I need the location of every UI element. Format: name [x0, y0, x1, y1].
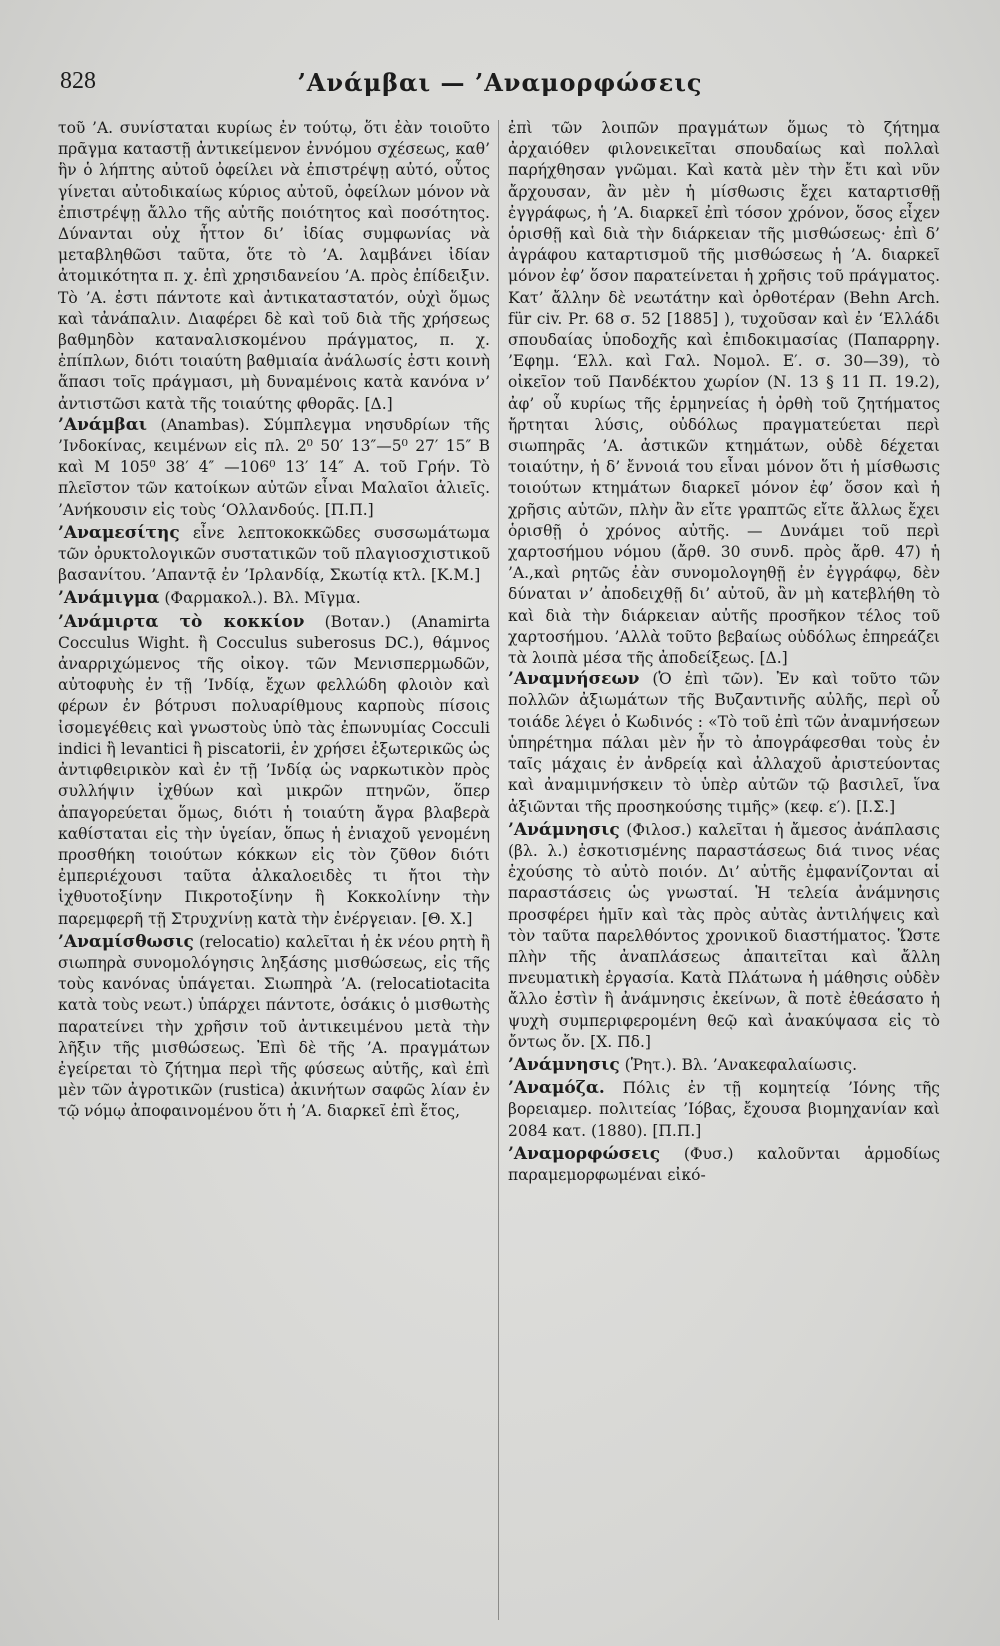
entry-body: (Ὁ ἐπὶ τῶν). Ἐν καὶ τοῦτο τῶν πολλῶν ἀξιωμάτων τῆς Βυζαντινῆς αὐλῆς, περὶ οὗ τοιάδε λέγει ὁ Κωδινός : «Τὸ τοῦ ἐπὶ τῶν ἀναμνήσεων ὑπηρέτημα πάλαι μὲν ἦν τὸ ἀπογράφεσθαι τοὺς ἐν ταῖς μάχαις ἐν ἀνδρείᾳ καὶ ἀλλαχοῦ ἀριστεύοντας καὶ ἀναμιμνήσκειν τὸ ὑπὲρ αὐτῶν τῷ βασιλεῖ, ἵνα ἀξιῶνται τῆς προσηκούσης τιμῆς» (κεφ. ε′). [Ι.Σ.] [508, 670, 940, 816]
entry-headword: ’Αναμνήσεων [508, 669, 640, 690]
column-divider [498, 120, 499, 1620]
entry-body: (Anambas). Σύμπλεγμα νησυδρίων τῆς ’Ινδοκίνας, κειμένων εἰς πλ. 2⁰ 50′ 13″—5⁰ 27′ 15″ B καὶ M 105⁰ 38′ 4″ —106⁰ 13′ 14″ A. τοῦ Γρήν. Τὸ πλεῖστον τῶν κατοίκων αὐτῶν εἶναι Μαλαῖοι ἁλιεῖς. ’Ανήκουσιν εἰς τοὺς ‘Ολλανδούς. [Π.Π.] [58, 415, 490, 519]
page-number: 828 [60, 68, 96, 94]
dictionary-entry [508, 1144, 940, 1186]
entry-body: εἶνε λεπτοκοκκῶδες συσσωμάτωμα τῶν ὀρυκτολογικῶν συστατικῶν τοῦ πλαγιοσχιστικοῦ βασανίτου. ’Απαντᾷ ἐν ’Ιρλανδίᾳ, Σκωτίᾳ κτλ. [Κ.Μ.] [58, 523, 490, 585]
entry-headword: ’Ανάμιγμα [58, 588, 160, 609]
entry-body: (Βοταν.) (Anamirta Cocculus Wight. ἢ Cocculus suberosus DC.), θάμνος ἀναρριχώμενος τῆς οἰκογ. τῶν Μενισπερμωδῶν, αὐτοφυὴς ἐν τῇ ’Ινδίᾳ, ἔχων φελλώδη φλοιὸν καὶ φέρων ἐν βότρυσι πολυαρίθμους καρποὺς πίσοις ἰσομεγέθεις καὶ γνωστοὺς ὑπὸ τὰς ἐπωνυμίας Cocculi indici ἢ levantici ἢ piscatorii, ἐν χρήσει ἐξωτερικῶς ὡς ἀντιφθειρικὸν καὶ ἐν τῇ ’Ινδίᾳ ὡς ναρκωτικὸν πρὸς συλλήψιν ἰχθύων καὶ μικρῶν πτηνῶν, ὅπερ ἀπαγορεύεται ὅμως, διότι ἡ τοιαύτη ἄγρα βλαβερὰ καθίσταται εἰς τὴν ὑγείαν, ὅπως ἡ ἐνιαχοῦ γενομένη προσθήκη τοιούτων κόκκων εἰς τὸν ζῦθον διότι ἐμπεριέχουσι ταῦτα ἀλκαλοειδὲς τι ἤτοι τὴν ἰχθυοτοξίνην Πικροτοξίνην ἢ Κοκκολίνην τὴν παρεμφερῆ τῇ Στρυχνίνῃ κατὰ τὴν ἐνέργειαν. [Θ. Χ.] [58, 612, 490, 928]
dictionary-entry [58, 415, 490, 521]
dictionary-entry [58, 932, 490, 1123]
page-header [60, 68, 940, 108]
entry-body: (relocatio) καλεῖται ἡ ἐκ νέου ρητὴ ἢ σιωπηρὰ συνομολόγησις ληξάσης μισθώσεως, εἰς τῆς τοὺς κανόνας ὑπάγεται. Σιωπηρὰ ’Α. (relocatiotacita κατὰ τοὺς νεωτ.) ὑπάρχει πάντοτε, ὁσάκις ὁ μισθωτὴς παρατείνει τὴν χρῆσιν τοῦ ἀντικειμένου μετὰ τὴν λῆξιν τῆς μισθώσεως. Ἐπὶ δὲ τῆς ’Α. πραγμάτων ἐγείρεται τὸ ζήτημα περὶ τῆς φύσεως αὐτῆς, καὶ ἐπὶ μὲν τῶν ἀγροτικῶν (rustica) ἀκινήτων σαφῶς λίαν ἐν τῷ νόμῳ ἀποφαινομένου ὅτι ἡ ’Α. διαρκεῖ ἐπὶ ἔτος, [58, 932, 490, 1121]
dictionary-entry [508, 820, 940, 1053]
continuation-text: τοῦ ’Α. συνίσταται κυρίως ἐν τούτῳ, ὅτι ἐὰν τοιοῦτο πρᾶγμα καταστῇ ἀντικείμενον ἐννόμου σχέσεως, καθ’ ἣν ὁ λήπτης αὐτοῦ ὀφείλει νὰ ἐπιστρέψῃ αὐτό, οὗτος γίνεται αὐτοδικαίως κύριος αὐτοῦ, ὀφείλων μόνον νὰ ἐπιστρέψῃ ἄλλο τῆς αὐτῆς ποιότητος καὶ ποσότητος. Δύνανται οὐχ ἧττον δι’ ἰδίας συμφωνίας νὰ μεταβληθῶσι ταῦτα, ὅτε τὸ ’Α. λαμβάνει ἰδίαν ἀτομικότητα π. χ. ἐπὶ χρησιδανείου ’Α. πρὸς ἐπίδειξιν. Τὸ ’Α. ἐστι πάντοτε καὶ ἀντικαταστατόν, οὐχὶ ὅμως καὶ τἀνάπαλιν. Διαφέρει δὲ καὶ τοῦ διὰ τῆς χρήσεως βαθμηδὸν καταναλισκομένου πράγματος, π. χ. ἐπίπλων, διότι τοιαύτη βαθμιαία ἀνάλωσίς ἐστι κοινὴ ἅπασι τοῖς πράγμασι, μὴ δυναμένοις κατὰ κανόνα ν’ ἀντιστῶσι κατὰ τῆς τοιαύτης φθορᾶς. [Δ.] [58, 119, 490, 413]
dictionary-entry [508, 669, 940, 817]
dictionary-entry [508, 1055, 940, 1076]
entry-body: (Φαρμακολ.). Βλ. Μῖγμα. [164, 589, 361, 608]
entry-body: Πόλις ἐν τῇ κομητείᾳ ’Ιόνης τῆς βορειαμερ. πολιτείας ’Ιόβας, ἔχουσα βιομηχανίαν καὶ 2084 κατ. (1880). [Π.Π.] [508, 1079, 940, 1140]
entry-headword: ’Αναμεσίτης [58, 522, 180, 543]
entry-body: (Ῥητ.). Βλ. ’Ανακεφαλαίωσις. [624, 1055, 858, 1074]
entry-body: (Φιλοσ.) καλεῖται ἡ ἄμεσος ἀνάπλασις (βλ. λ.) ἐσκοτισμένης παραστάσεως διά τινος νέας ἐχούσης τὸ αὐτὸ ποιόν. Δι’ αὐτῆς ἐμφανίζονται αἱ παραστάσεις ὡς γνωσταί. Ἡ τελεία ἀνάμνησις προσφέρει ἡμῖν καὶ τὰς πρὸς αὐτὰς ἀντιλήψεις καὶ τὸν ταῦτα παρελθόντος χρονικοῦ διαστήματος. Ὥστε πλὴν τῆς ἀναπλάσεως ἀπαιτεῖται καὶ ἄλλη πνευματικὴ ἐργασία. Κατὰ Πλάτωνα ἡ μάθησις οὐδὲν ἄλλο ἐστὶν ἢ ἀνάμνησις ἐκείνων, ἃ ποτὲ ἐθεάσατο ἡ ψυχὴ συμπεριφερομένη θεῷ καὶ ἀνακύψασα εἰς τὸ ὄντως ὄν. [Χ. Πδ.] [508, 820, 940, 1051]
dictionary-entry [58, 612, 490, 930]
entry-headword: ’Αναμορφώσεις [508, 1143, 661, 1164]
entry-headword: ’Ανάμνησις [508, 1054, 620, 1075]
running-title: ’Ανάμβαι — ’Αναμορφώσεις [297, 68, 703, 97]
entry-headword: ’Αναμόζα. [508, 1078, 605, 1099]
entry-headword: ’Ανάμιρτα τὸ κοκκίον [58, 611, 305, 632]
entry-body: (Φυσ.) καλοῦνται ἁρμοδίως παραμεμορφωμέναι εἰκό- [508, 1144, 940, 1184]
entry-headword: ’Ανάμβαι [58, 414, 148, 435]
right-column [508, 118, 940, 1638]
continuation-text: ἐπὶ τῶν λοιπῶν πραγμάτων ὅμως τὸ ζήτημα ἀρχαιόθεν φιλονεικεῖται σπουδαίως καὶ πολλαὶ παρήχθησαν γνῶμαι. Καὶ κατὰ μὲν τὴν ἔτι καὶ νῦν ἄρχουσαν, ἂν μὲν ἡ μίσθωσις ἔχει καταρτισθῇ ἐγγράφως, ἡ ’Α. διαρκεῖ ἐπὶ τόσον χρόνον, ὅσος εἶχεν ὁρισθῇ καὶ διὰ τὴν διάρκειαν τῆς μισθώσεως· ἐπὶ δ’ ἀγράφου καταρτισμοῦ τῆς μισθώσεως ἡ ’Α. διαρκεῖ μόνον ἐφ’ ὅσον παρατείνεται ἡ χρῆσις τοῦ πράγματος. Κατ’ ἄλλην δὲ νεωτάτην καὶ ὀρθοτέραν (Behn Arch. für civ. Pr. 68 σ. 52 [1885] ), τυχοῦσαν καὶ ἐν ‘Ελλάδι σπουδαίας ὑποδοχῆς καὶ ἐπιδοκιμασίας (Παπαρρηγ. ’Εφημ. ‘Ελλ. καὶ Γαλ. Νομολ. Ε′. σ. 30—39), τὸ οἰκεῖον τοῦ Πανδέκτου χωρίον (Ν. 13 § 11 Π. 19.2), ἀφ’ οὗ κυρίως τῆς ἑρμηνείας ἡ ὀρθὴ τοῦ ζητήματος ἤρτηται λύσις, οὐδόλως πραγματεύεται περὶ σιωπηρᾶς ’Α. ἀστικῶν κτημάτων, οὐδὲ δέχεται τοιαύτην, ἡ δ’ ἔννοιά του εἶναι μόνον ὅτι ἡ μίσθωσις τοιούτων κτημάτων διαρκεῖ μόνον ἐφ’ ὅσον καὶ ἡ χρῆσις αὐτῶν, πλὴν ἂν εἴτε γραπτῶς εἴτε ἄλλως ἔχει ὁρισθῇ ὁ χρόνος αὐτῆς. — Δυνάμει τοῦ περὶ χαρτοσήμου νόμου (ἄρθ. 30 συνδ. πρὸς ἄρθ. 47) ἡ ’Α.,καὶ ρητῶς ἐὰν συνομολογηθῇ ἐν ἐγγράφῳ, δὲν δύναται ν’ ἀποδειχθῇ δι’ αὐτοῦ, ἂν μὴ κατεβλήθη τὸ καὶ διὰ τὴν διάρκειαν αὐτῆς προσῆκον τέλος τοῦ χαρτοσήμου. ’Αλλὰ τοῦτο βεβαίως οὐδόλως ἐπηρεάζει τὰ λοιπὰ μέσα τῆς ἀποδείξεως. [Δ.] [508, 119, 940, 668]
entry-headword: ’Ανάμνησις [508, 819, 620, 840]
dictionary-entry [508, 1078, 940, 1142]
dictionary-entry [58, 588, 490, 609]
left-column [58, 118, 490, 1638]
entry-headword: ’Αναμίσθωσις [58, 931, 194, 952]
dictionary-entry [58, 523, 490, 587]
